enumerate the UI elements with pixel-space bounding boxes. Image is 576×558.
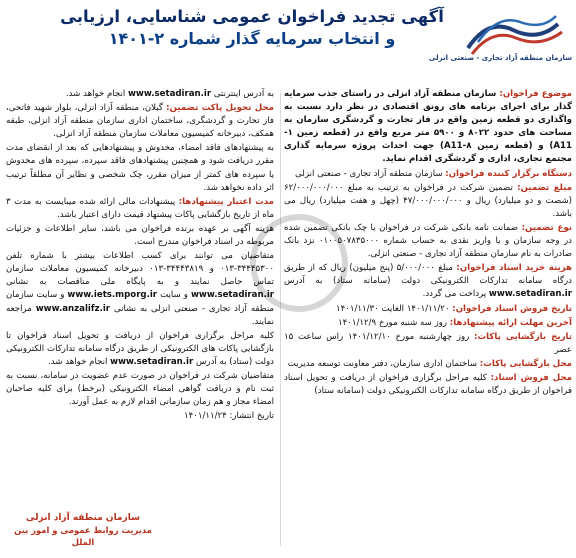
and-text: و سایت [160, 290, 188, 301]
organizer-label: دستگاه برگزار کننده فراخوان: [445, 168, 572, 179]
delivery-section [6, 102, 274, 141]
left-column [6, 88, 274, 554]
guarantee-type-label: نوع تضمین: [521, 222, 572, 233]
intro-suffix: انجام خواهد شد. [65, 89, 126, 99]
docs-price-end: پرداخت می گردد. [422, 289, 487, 300]
sale-date-section [284, 303, 572, 316]
publish-date-label: تاریخ انتشار: [229, 411, 274, 422]
guarantee-label: مبلغ تضمین: [517, 182, 572, 193]
guarantee-type-text: ضمانت نامه بانکی شرکت در فراخوان یا چک بانکی تضمین شده در وجه سازمان و یا واریز نقدی به حساب شماره ۰۱۰۰۵۰۷۸۳۵۰۰۰ نزد بانک صادرات به نام سازمان منطقه آزاد تجاری - صنعتی انزلی. [284, 222, 572, 260]
columns [4, 88, 572, 554]
deadline-label: آخرین مهلت ارائه پیشنهادها: [449, 317, 572, 328]
sale-date-text: ۱۴۰۱/۱۱/۲۰ الغایت ۱۴۰۱/۱۱/۳۰ [336, 303, 450, 314]
contact-section [6, 250, 274, 329]
guarantee-text: تضمین شرکت در فراخوان به ترتیب به مبلغ ۶۲/۰۰۰/۰۰۰/۰۰۰ (شصت و دو میلیارد) ریال و ۴۷/۰۰۰/۰۰۰/۰۰۰ (چهل و هفت میلیارد) ریال می باشد. [284, 182, 572, 219]
process-text: کلیه مراحل برگزاری فراخوان از دریافت و تحویل اسناد فراخوان تا بازگشایی پاکات های الکترونیکی از طریق درگاه سامانه تدارکات الکترونیکی دولت (ستاد) به آدرس [6, 330, 274, 367]
logo-text: سازمان منطقه آزاد تجاری - صنعتی انزلی [428, 54, 572, 62]
anzalifz-link[interactable]: www.anzalifz.ir [35, 303, 111, 314]
delivery-text: گیلان، منطقه آزاد انزلی، بلوار شهید فاتحی، فاز تجارت و گردشگری، ساختمان اداری سازمان منطقه آزاد انزلی، طبقه همکف، دبیرخانه کمیسیون معاملات سازمان منطقه آزاد انزلی. [6, 103, 274, 140]
opening-date-text: روز چهارشنبه مورخ ۱۴۰۱/۱۲/۱۰ راس ساعت ۱۵ عصر [284, 331, 572, 355]
signature-dept: مدیریت روابط عمومی و امور بین الملل [14, 525, 152, 547]
validity-label: مدت اعتبار پیشنهادها: [178, 196, 274, 207]
site-text: و سایت سازمان منطقه آزاد تجاری - صنعتی انزلی به نشانی [6, 290, 274, 314]
delivery-label: محل تحویل پاکت تضمین: [166, 103, 274, 114]
signature-org: سازمان منطقه آزاد انزلی [26, 513, 140, 523]
intro-section [6, 88, 274, 101]
publish-date: ۱۴۰۱/۱۱/۲۴ [184, 411, 227, 422]
header [4, 4, 572, 86]
intro-prefix: به آدرس اینترنتی [213, 89, 274, 99]
signature-block [8, 512, 158, 548]
validity-section [6, 196, 274, 222]
registration-section: متقاضیان شرکت در فراخوان در صورت عدم عضویت در سامانه، نسبت به ثبت نام و دریافت گواهی امضاء الکترونیکی (برخط) برای کلیه صاحبان امضاء مجاز و هم زمان سازمانی اقدام لازم به عمل آورند. [6, 370, 274, 408]
opening-date-section [284, 331, 572, 357]
conditions-section: به پیشنهادهای فاقد امضاء، مخدوش و پیشنهادهایی که بعد از انقضای مدت مقرر دریافت شود و همچنین پیشنهادهای فاقد سپرده، سپرده های مخدوش یا سپرده های کمتر از میزان مقرر، چک شخصی و نظایر آن مطلقاً ترتیب اثر داده نخواهد شد. [6, 143, 274, 193]
setadiran-link-process[interactable]: www.setadiran.ir [110, 356, 194, 367]
iets-link[interactable]: www.iets.mporg.ir [67, 290, 158, 301]
wave-logo-icon [458, 8, 568, 58]
sale-place-label: محل فروش اسناد: [490, 372, 572, 383]
subject-label: موضوع فراخوان: [499, 89, 572, 99]
subject-section [284, 88, 572, 167]
organizer-text: سازمان منطقه آزاد تجاری - صنعتی انزلی [295, 168, 443, 179]
docs-price-label: هزینه خرید اسناد فراخوان: [456, 263, 572, 274]
sale-date-label: تاریخ فروش اسناد فراخوان: [452, 303, 572, 314]
opening-place-text: ساختمان اداری سازمان، دفتر معاونت توسعه مدیریت [287, 358, 478, 369]
column-divider [280, 92, 281, 546]
opening-place-section [284, 358, 572, 371]
setadiran-link-contact[interactable]: www.setadiran.ir [190, 290, 274, 301]
setadiran-link[interactable]: www.setadiran.ir [488, 289, 572, 300]
title-line-2: و انتخاب سرمایه گذار شماره ۲-۱۴۰۱ [108, 29, 396, 48]
ad-title [44, 6, 460, 50]
setadiran-link-intro[interactable]: www.setadiran.ir [127, 89, 212, 99]
guarantee-section [284, 182, 572, 221]
deadline-text: روز سه شنبه مورخ ۱۴۰۱/۱۲/۹ [338, 317, 448, 328]
guarantee-type-section [284, 222, 572, 261]
title-line-1: آگهی تجدید فراخوان عمومی شناسایی، ارزیابی [60, 7, 444, 26]
process-section [6, 330, 274, 369]
right-column [284, 88, 572, 554]
opening-place-label: محل بازگشایی پاکات: [479, 358, 572, 369]
ad-page [4, 4, 572, 554]
deadline-section [284, 317, 572, 330]
validity-text: پیشنهادات مالی ارائه شده میبایست به مدت ۳ ماه از تاریخ بازگشایی پاکات پیشنهاد قیمت دارای اعتبار باشد. [6, 196, 274, 220]
process-end: انجام خواهد شد. [48, 356, 108, 367]
refer-text: مراجعه نمایند. [6, 303, 274, 327]
contact-text: متقاضیان می توانند برای کسب اطلاعات بیشتر با شماره تلفن ۳۴۴۴۵۳۰۰-۰۱۳ و ۳۴۴۴۳۸۱۹-۰۱۳ دبیرخانه کمیسیون معاملات سازمان تماس حاصل نمایند و به پایگاه ملی مناقصات به نشانی [6, 251, 274, 288]
organizer-section [284, 168, 572, 181]
subject-text: سازمان منطقه آزاد انزلی در راستای جذب سرمایه گذار برای اجرای برنامه های رونق اقتصادی در نظر دارد نسبت به واگذاری دو قطعه زمین واقع در فاز تجارت و گردشگری سازمان به مساحت های حدود ۸۰۲۲ و ۵۹۰۰ متر مربع واقع در (قطعه زمین ۱-A11) و (قطعه زمین ۸-A11) جهت احداث پروژه سرمایه گذاری مجتمع تجاری، اداری و گردشگری اقدام نماید. [284, 89, 572, 165]
publish-date-section [6, 410, 274, 423]
sale-place-text: کلیه مراحل برگزاری فراخوان از دریافت و تحویل اسناد فراخوان از طریق درگاه سامانه تدارکات الکترونیکی دولت (سامانه ستاد) [284, 372, 572, 397]
docs-price-section [284, 262, 572, 301]
opening-date-label: تاریخ بازگشایی پاکات: [474, 331, 572, 342]
sale-place-section [284, 372, 572, 398]
cost-section: هزینه آگهی بر عهده برنده فراخوان می باشد، سایر اطلاعات و جزئیات مربوطه در اسناد فراخوان مندرج است. [6, 223, 274, 248]
docs-price-text: مبلغ ۵/۰۰۰/۰۰۰ (پنج میلیون) ریال که از طریق درگاه سامانه تدارکات الکترونیکی دولت (سامانه ستاد) به آدرس [284, 263, 572, 287]
